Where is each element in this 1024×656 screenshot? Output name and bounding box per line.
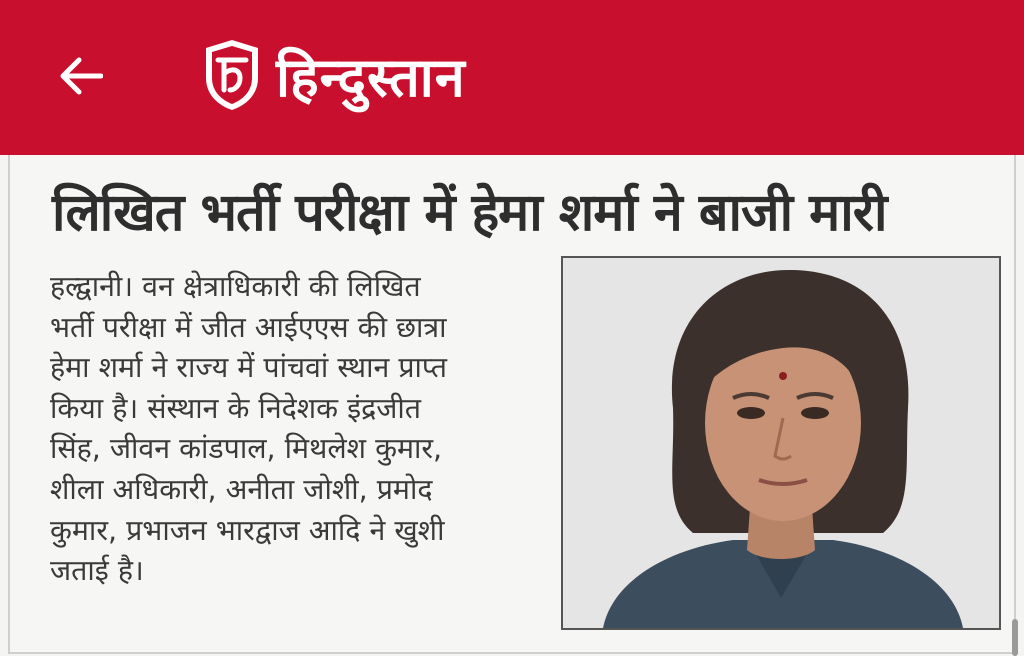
clipping-frame — [8, 155, 1016, 654]
body-line: सिंह, जीवन कांडपाल, मिथलेश कुमार, — [50, 432, 443, 466]
article-headline: लिखित भर्ती परीक्षा में हेमा शर्मा ने बाजी मारी — [52, 183, 887, 243]
body-line: हेमा शर्मा ने राज्य में पांचवां स्थान प्राप्त — [50, 351, 447, 385]
brand-name: हिन्दुस्तान — [276, 46, 466, 109]
arrow-left-icon — [57, 56, 103, 96]
body-line: किया है। संस्थान के निदेशक इंद्रजीत — [50, 391, 421, 425]
portrait-illustration — [563, 258, 999, 628]
article-clipping — [0, 155, 1024, 656]
article-body — [50, 267, 520, 592]
body-line: हल्द्वानी। वन क्षेत्राधिकारी की लिखित — [50, 270, 421, 303]
portrait-photo — [561, 256, 1001, 630]
body-line: कुमार, प्रभाजन भारद्वाज आदि ने खुशी — [50, 513, 445, 547]
hindustan-shield-logo — [204, 38, 260, 112]
back-button[interactable] — [48, 44, 112, 108]
body-line: शीला अधिकारी, अनीता जोशी, प्रमोद — [50, 472, 433, 506]
scrollbar-thumb[interactable] — [1012, 619, 1018, 656]
app-header — [0, 0, 1024, 155]
brand-logo[interactable] — [204, 30, 466, 120]
body-line: भर्ती परीक्षा में जीत आईएएस की छात्रा — [50, 310, 447, 344]
body-line: जताई है। — [50, 554, 144, 588]
